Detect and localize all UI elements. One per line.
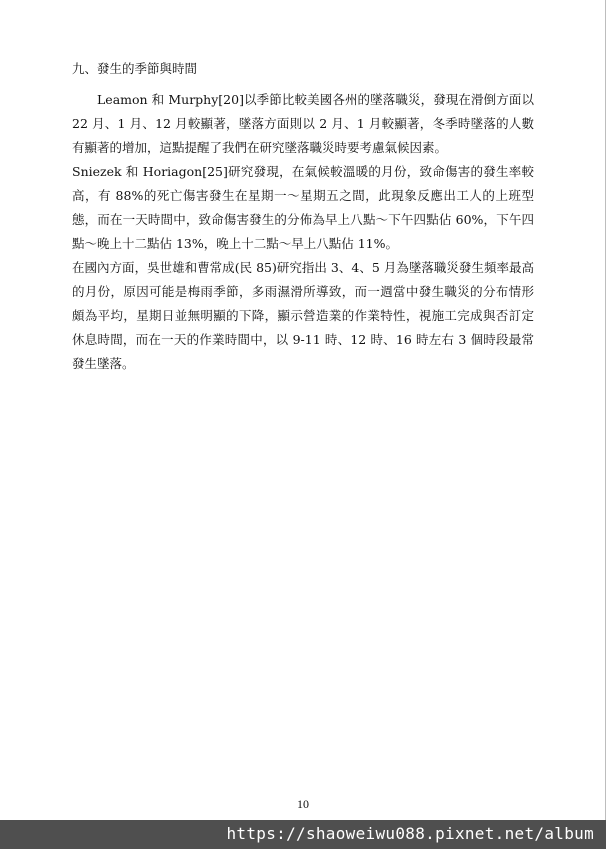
paragraph-sniezek-horiagon: Sniezek 和 Horiagon[25]研究發現，在氣候較溫暖的月份，致命傷害的發生率較高，有 88%的死亡傷害發生在星期一～星期五之間，此現象反應出工人的上班型態，而在一天時間中，致命傷害發生的分佈為早上八點～下午四點佔 60%，下午四點～晚上十二點佔 13%，晚上十二點～早上八點佔 11%。 (72, 164, 534, 251)
watermark-url: https://shaoweiwu088.pixnet.net/album (226, 824, 594, 843)
watermark-bar (0, 820, 606, 849)
section-heading: 九、發生的季節與時間 (72, 61, 198, 76)
body-text (72, 88, 534, 376)
paragraph-leamon-murphy: Leamon 和 Murphy[20]以季節比較美國各州的墜落職災，發現在滑倒方面以 22 月、1 月、12 月較顯著，墜落方面則以 2 月、1 月較顯著，冬季時墜落的人數有顯著的增加，這點提醒了我們在研究墜落職災時要考慮氣候因素。 (72, 92, 534, 155)
page-number: 10 (297, 797, 309, 811)
paragraph-domestic-study: 在國內方面，吳世雄和曹常成(民 85)研究指出 3、4、5 月為墜落職災發生頻率最高的月份，原因可能是梅雨季節，多雨濕滑所導致，而一週當中發生職災的分布情形頗為平均，星期日並無明顯的下降，顯示營造業的作業特性，視施工完成與否訂定休息時間，而在一天的作業時間中，以 9-11 時、12 時、16 時左右 3 個時段最常發生墜落。 (72, 260, 534, 371)
